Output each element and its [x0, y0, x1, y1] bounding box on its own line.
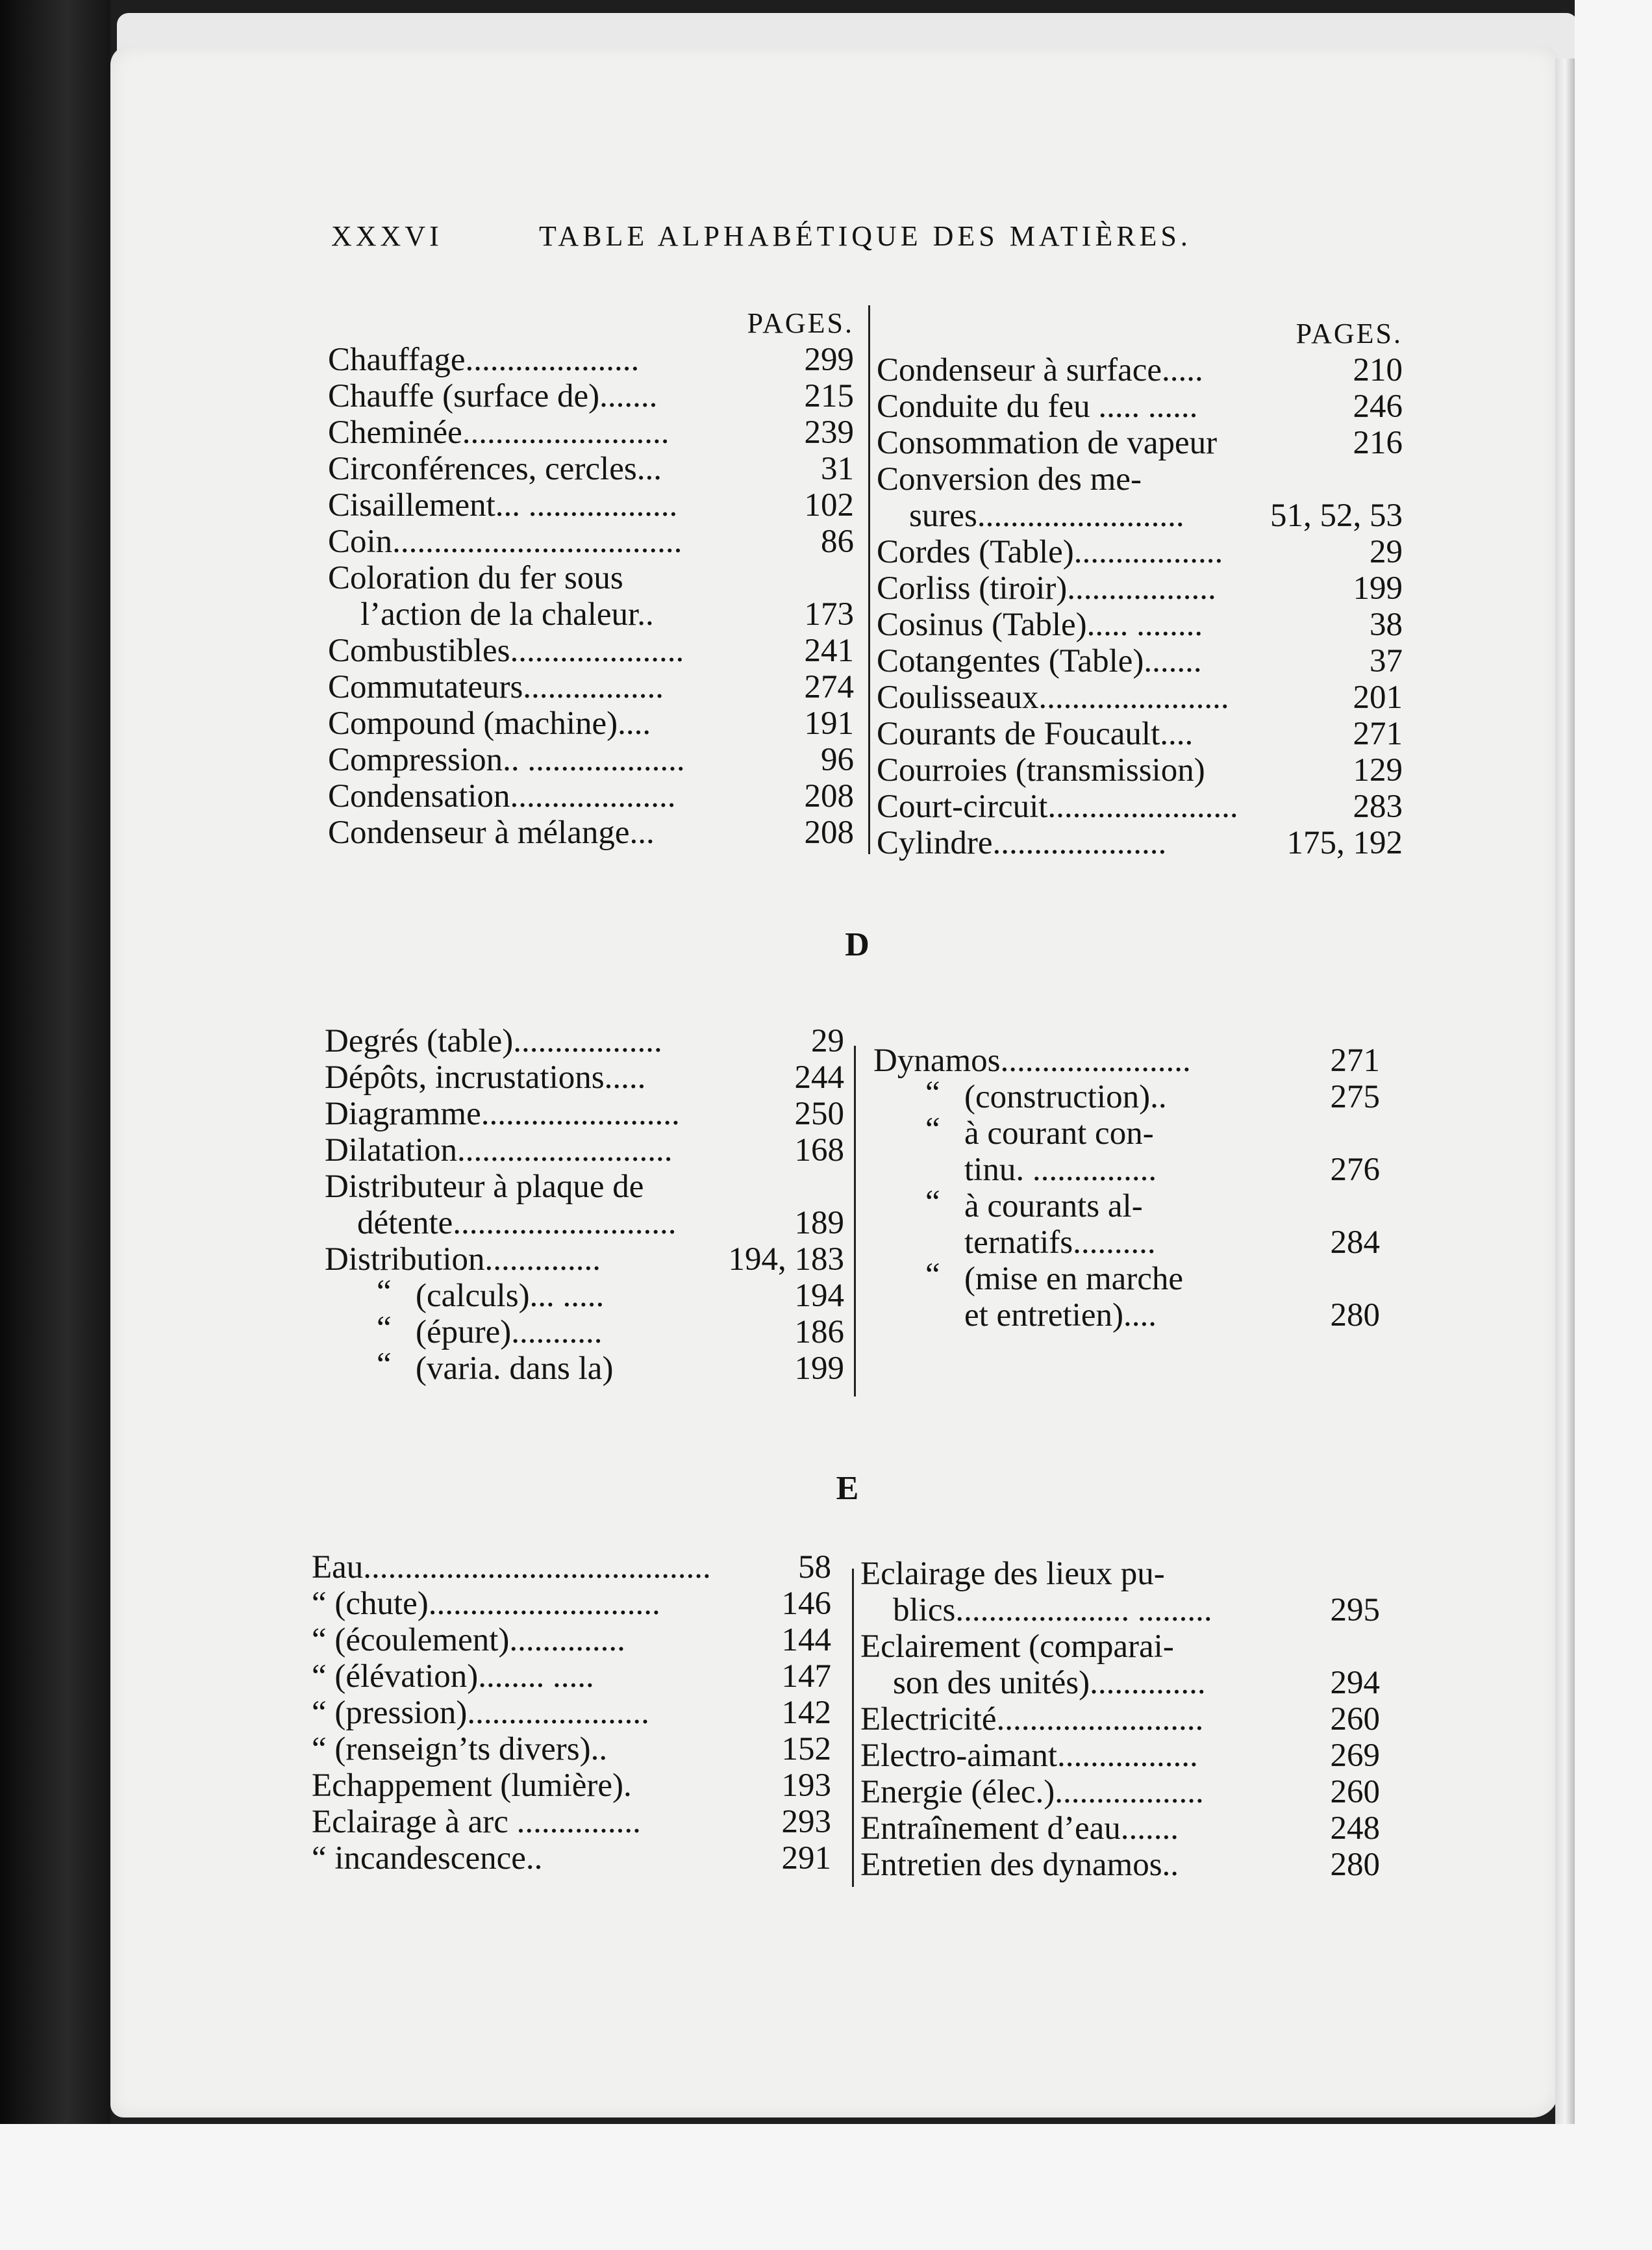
entry-page-number: 248	[1330, 1810, 1380, 1847]
entry-label: “ (écoulement)..............	[312, 1622, 625, 1658]
index-entry	[328, 669, 854, 705]
entry-label: Cisaillement... ..................	[328, 487, 678, 524]
entry-page-number: 201	[1353, 679, 1403, 716]
entry-label: Cosinus (Table)..... ........	[877, 607, 1203, 643]
index-entry	[328, 378, 854, 414]
entry-page-number: 86	[821, 524, 854, 560]
entry-label: Eau..........................................	[312, 1549, 711, 1586]
entry-page-number: 275	[1330, 1079, 1380, 1115]
index-entry	[873, 1111, 1380, 1152]
index-entry	[328, 560, 854, 596]
entry-label: Dépôts, incrustations.....	[325, 1059, 646, 1096]
index-entry	[325, 1346, 844, 1387]
entry-page-number: 51, 52, 53	[1270, 498, 1403, 534]
entry-label: son des unités)..............	[893, 1665, 1206, 1701]
index-entry	[328, 633, 854, 669]
entry-label: Cotangentes (Table).......	[877, 643, 1202, 679]
index-entry	[860, 1556, 1380, 1592]
index-entry	[860, 1810, 1380, 1847]
entry-page-number: 146	[781, 1586, 831, 1622]
entry-page-number: 246	[1353, 388, 1403, 425]
index-entry	[312, 1840, 831, 1877]
index-entry	[860, 1701, 1380, 1738]
entry-page-number: 31	[821, 451, 854, 487]
ditto-mark: “	[377, 1346, 392, 1383]
index-entry	[877, 716, 1403, 752]
entry-label: Compound (machine)....	[328, 705, 651, 742]
index-entry	[877, 461, 1403, 498]
index-column-d-left	[325, 1023, 844, 1387]
index-entry	[325, 1274, 844, 1314]
index-entry	[860, 1847, 1380, 1883]
entry-label: Electricité.........................	[860, 1701, 1204, 1738]
entry-page-number: 191	[804, 705, 854, 742]
entry-label: Conduite du feu ..... ......	[877, 388, 1198, 425]
index-entry	[325, 1205, 844, 1241]
entry-label: à courants al-	[964, 1188, 1143, 1224]
entry-label: Echappement (lumière).	[312, 1767, 632, 1804]
entry-page-number: 129	[1353, 752, 1403, 789]
entry-label: Commutateurs.................	[328, 669, 664, 705]
entry-label: Chauffage.....................	[328, 342, 640, 378]
entry-page-number: 29	[1370, 534, 1403, 570]
entry-label: Court-circuit.......................	[877, 789, 1238, 825]
entry-label: Diagramme........................	[325, 1096, 680, 1132]
entry-label: “ (pression)......................	[312, 1695, 649, 1731]
running-head	[331, 220, 1227, 259]
entry-label: Eclairage à arc ...............	[312, 1804, 641, 1840]
entry-label: détente...........................	[357, 1205, 677, 1241]
entry-label: (calculs)... .....	[416, 1278, 605, 1314]
entry-page-number: 152	[781, 1731, 831, 1767]
entry-page-number: 102	[804, 487, 854, 524]
entry-page-number: 147	[781, 1658, 831, 1695]
entry-label: Cylindre.....................	[877, 825, 1167, 861]
entry-page-number: 274	[804, 669, 854, 705]
entry-page-number: 215	[804, 378, 854, 414]
pages-heading: PAGES.	[747, 307, 854, 339]
entry-label: Energie (élec.)..................	[860, 1774, 1204, 1810]
index-entry	[325, 1310, 844, 1350]
entry-label: “ (élévation)........ .....	[312, 1658, 594, 1695]
scan-margin	[1575, 0, 1652, 2250]
entry-label: Cheminée.........................	[328, 414, 670, 451]
entry-label: “ (renseign’ts divers)..	[312, 1731, 608, 1767]
index-entry	[873, 1184, 1380, 1224]
entry-page-number: 168	[794, 1132, 844, 1169]
entry-page-number: 189	[794, 1205, 844, 1241]
page-fore-edge	[1555, 58, 1575, 2124]
entry-label: Condensation....................	[328, 778, 676, 815]
entry-label: Compression.. ...................	[328, 742, 685, 778]
entry-label: Corliss (tiroir)..................	[877, 570, 1216, 607]
ditto-mark: “	[925, 1184, 940, 1220]
entry-label: Degrés (table)..................	[325, 1023, 662, 1059]
entry-page-number: 239	[804, 414, 854, 451]
book-spine	[0, 0, 110, 2250]
entry-page-number: 299	[804, 342, 854, 378]
entry-page-number: 260	[1330, 1774, 1380, 1810]
index-entry	[877, 643, 1403, 679]
entry-page-number: 58	[798, 1549, 831, 1586]
entry-page-number: 271	[1330, 1043, 1380, 1079]
index-entry	[325, 1132, 844, 1169]
index-entry	[873, 1224, 1380, 1261]
index-entry	[860, 1628, 1380, 1665]
entry-label: Condenseur à surface.....	[877, 352, 1203, 388]
index-entry	[312, 1804, 831, 1840]
index-entry	[328, 596, 854, 633]
entry-page-number: 37	[1370, 643, 1403, 679]
entry-label: “ (chute)............................	[312, 1586, 660, 1622]
index-entry	[328, 487, 854, 524]
entry-label: Electro-aimant.................	[860, 1738, 1198, 1774]
index-entry	[873, 1257, 1380, 1297]
entry-label: Circonférences, cercles...	[328, 451, 662, 487]
entry-page-number: 294	[1330, 1665, 1380, 1701]
index-entry	[877, 752, 1403, 789]
entry-label: (épure)...........	[416, 1314, 603, 1350]
entry-label: Distribution..............	[325, 1241, 601, 1278]
index-entry	[312, 1695, 831, 1731]
entry-page-number: 293	[781, 1804, 831, 1840]
entry-label: Combustibles.....................	[328, 633, 684, 669]
scan-bottom-margin	[0, 2124, 1652, 2250]
entry-label: Coloration du fer sous	[328, 560, 623, 596]
entry-label: Dynamos.......................	[873, 1043, 1191, 1079]
entry-label: Condenseur à mélange...	[328, 815, 655, 851]
entry-label: Eclairement (comparai-	[860, 1628, 1174, 1665]
entry-page-number: 280	[1330, 1297, 1380, 1334]
entry-page-number: 283	[1353, 789, 1403, 825]
index-entry	[325, 1241, 844, 1278]
entry-page-number: 269	[1330, 1738, 1380, 1774]
entry-label: Entretien des dynamos..	[860, 1847, 1179, 1883]
entry-page-number: 208	[804, 778, 854, 815]
ditto-mark: “	[925, 1257, 940, 1293]
index-entry	[873, 1043, 1380, 1079]
index-entry	[312, 1767, 831, 1804]
page-title: TABLE ALPHABÉTIQUE DES MATIÈRES.	[539, 220, 1192, 252]
index-entry	[877, 607, 1403, 643]
entry-page-number: 199	[1353, 570, 1403, 607]
entry-page-number: 271	[1353, 716, 1403, 752]
entry-page-number: 291	[781, 1840, 831, 1877]
index-column-c-right	[877, 316, 1403, 861]
entry-page-number: 186	[794, 1314, 844, 1350]
index-entry	[328, 778, 854, 815]
entry-label: (varia. dans la)	[416, 1350, 614, 1387]
entry-page-number: 142	[781, 1695, 831, 1731]
entry-label: Distributeur à plaque de	[325, 1169, 644, 1205]
index-entry	[860, 1665, 1380, 1701]
entry-page-number: 284	[1330, 1224, 1380, 1261]
entry-label: Consommation de vapeur	[877, 425, 1218, 461]
entry-page-number: 175, 192	[1286, 825, 1403, 861]
entry-page-number: 250	[794, 1096, 844, 1132]
index-entry	[873, 1297, 1380, 1334]
index-entry	[325, 1096, 844, 1132]
index-entry	[328, 451, 854, 487]
index-entry	[877, 825, 1403, 861]
entry-page-number: 260	[1330, 1701, 1380, 1738]
entry-page-number: 38	[1370, 607, 1403, 643]
entry-label: (mise en marche	[964, 1261, 1184, 1297]
index-entry	[873, 1075, 1380, 1115]
column-divider	[852, 1569, 854, 1887]
entry-label: Courroies (transmission)	[877, 752, 1205, 789]
entry-label: à courant con-	[964, 1115, 1154, 1152]
ditto-mark: “	[377, 1274, 392, 1310]
entry-page-number: 194, 183	[728, 1241, 844, 1278]
pages-heading: PAGES.	[1295, 318, 1403, 349]
entry-label: Dilatation..........................	[325, 1132, 673, 1169]
index-entry	[873, 1152, 1380, 1188]
entry-label: Courants de Foucault....	[877, 716, 1194, 752]
index-entry	[877, 534, 1403, 570]
entry-label: “ incandescence..	[312, 1840, 543, 1877]
entry-page-number: 29	[811, 1023, 844, 1059]
index-column-c-left	[328, 305, 854, 851]
entry-page-number: 216	[1353, 425, 1403, 461]
index-entry	[860, 1592, 1380, 1628]
index-entry	[877, 570, 1403, 607]
entry-label: et entretien)....	[964, 1297, 1157, 1334]
page-number: XXXVI	[331, 220, 443, 252]
index-entry	[312, 1622, 831, 1658]
index-entry	[312, 1586, 831, 1622]
index-entry	[312, 1549, 831, 1586]
index-entry	[860, 1774, 1380, 1810]
index-entry	[328, 524, 854, 560]
entry-label: Conversion des me-	[877, 461, 1142, 498]
index-entry	[860, 1738, 1380, 1774]
index-entry	[877, 425, 1403, 461]
entry-page-number: 194	[794, 1278, 844, 1314]
index-entry	[312, 1658, 831, 1695]
index-entry	[325, 1023, 844, 1059]
column-divider	[854, 1046, 856, 1397]
index-column-d-right	[873, 1043, 1380, 1334]
entry-page-number: 193	[781, 1767, 831, 1804]
section-letter-e: E	[836, 1470, 859, 1507]
index-entry	[328, 815, 854, 851]
index-entry	[877, 679, 1403, 716]
index-column-e-right	[860, 1556, 1380, 1883]
entry-label: sures.........................	[909, 498, 1184, 534]
index-entry	[877, 498, 1403, 534]
section-letter-d: D	[845, 926, 870, 963]
entry-page-number: 199	[794, 1350, 844, 1387]
entry-page-number: 280	[1330, 1847, 1380, 1883]
entry-label: Chauffe (surface de).......	[328, 378, 658, 414]
entry-page-number: 208	[804, 815, 854, 851]
entry-label: ternatifs..........	[964, 1224, 1156, 1261]
index-column-e-left	[312, 1549, 831, 1877]
index-entry	[328, 342, 854, 378]
entry-page-number: 295	[1330, 1592, 1380, 1628]
ditto-mark: “	[925, 1111, 940, 1148]
index-entry	[877, 388, 1403, 425]
entry-label: l’action de la chaleur..	[360, 596, 654, 633]
index-entry	[877, 789, 1403, 825]
entry-label: Entraînement d’eau.......	[860, 1810, 1179, 1847]
entry-label: Coin...................................	[328, 524, 682, 560]
index-entry	[325, 1169, 844, 1205]
index-entry	[312, 1731, 831, 1767]
entry-page-number: 144	[781, 1622, 831, 1658]
ditto-mark: “	[377, 1310, 392, 1346]
entry-label: blics..................... .........	[893, 1592, 1212, 1628]
entry-label: Cordes (Table)..................	[877, 534, 1223, 570]
entry-page-number: 244	[794, 1059, 844, 1096]
index-entry	[328, 742, 854, 778]
index-entry	[328, 705, 854, 742]
entry-page-number: 210	[1353, 352, 1403, 388]
index-entry	[328, 414, 854, 451]
entry-label: (construction)..	[964, 1079, 1167, 1115]
ditto-mark: “	[925, 1075, 940, 1111]
entry-label: tinu. ...............	[964, 1152, 1157, 1188]
entry-page-number: 241	[804, 633, 854, 669]
entry-label: Coulisseaux.......................	[877, 679, 1229, 716]
entry-page-number: 276	[1330, 1152, 1380, 1188]
entry-label: Eclairage des lieux pu-	[860, 1556, 1165, 1592]
entry-page-number: 173	[804, 596, 854, 633]
index-entry	[325, 1059, 844, 1096]
column-divider	[868, 305, 870, 854]
entry-page-number: 96	[821, 742, 854, 778]
index-entry	[877, 352, 1403, 388]
